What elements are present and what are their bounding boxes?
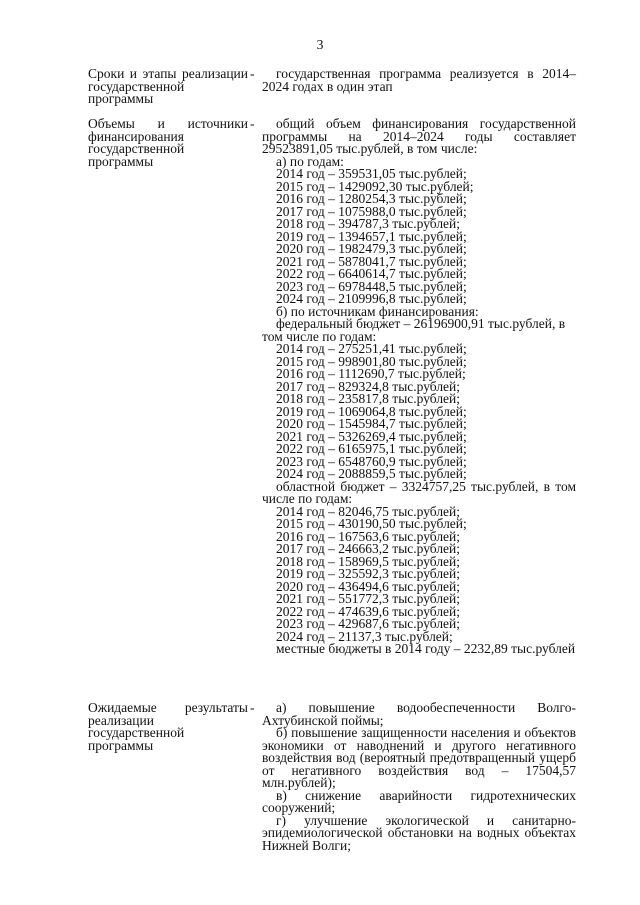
year-line: 2022 год – 474639,6 тыс.рублей; xyxy=(276,603,461,619)
section-content xyxy=(262,702,576,852)
year-line: 2018 год – 235817,8 тыс.рублей; xyxy=(276,391,461,406)
local-budget: местные бюджеты в 2014 году – 2232,89 тыс.рублей xyxy=(276,641,576,656)
results-list xyxy=(262,702,576,852)
section-content xyxy=(262,68,576,93)
year-line: 2017 год – 829324,8 тыс.рублей; xyxy=(276,378,461,394)
year-line: 2022 год – 6165975,1 тыс.рублей; xyxy=(276,441,467,456)
year-line: 2022 год – 6640614,7 тыс.рублей; xyxy=(276,266,467,281)
financing-intro: общий объем финансирования государственной программы на 2014–2024 годы составляет 29523891,05 тыс.рублей, в том числе: xyxy=(262,116,576,156)
year-line: 2019 год – 1394657,1 тыс.рублей; xyxy=(276,228,467,244)
federal-years-list xyxy=(262,343,576,481)
year-line: 2020 год – 436494,6 тыс.рублей; xyxy=(276,578,461,594)
section-content xyxy=(262,118,576,656)
regional-total: областной бюджет – 3324757,25 тыс.рублей, в том числе по годам: xyxy=(262,478,576,506)
year-line: 2017 год – 246663,2 тыс.рублей; xyxy=(276,541,461,556)
result-item: г) улучшение экологической и санитарно-эпидемиологической обстановки на водных объектах Нижней Волги; xyxy=(262,812,576,853)
year-line: 2016 год – 167563,6 тыс.рублей; xyxy=(276,528,461,544)
year-line: 2019 год – 1069064,8 тыс.рублей; xyxy=(276,403,467,419)
regional-years-list xyxy=(262,503,576,644)
timeline-text: государственная программа реализуется в 2014–2024 годах в один этап xyxy=(262,66,576,94)
section-dash: - xyxy=(250,700,255,715)
year-line: 2024 год – 2109996,8 тыс.рублей; xyxy=(276,291,467,306)
section-label: Объемы и источники финансирования государственной программы xyxy=(88,116,248,169)
year-line: 2020 год – 1982479,3 тыс.рублей; xyxy=(276,241,467,256)
year-line: 2020 год – 1545984,7 тыс.рублей; xyxy=(276,416,467,431)
year-line: 2021 год – 5878041,7 тыс.рублей; xyxy=(276,253,467,269)
year-line: 2017 год – 1075988,0 тыс.рублей; xyxy=(276,203,467,219)
year-line: 2021 год – 551772,3 тыс.рублей; xyxy=(276,591,461,606)
year-line: 2023 год – 6978448,5 тыс.рублей; xyxy=(276,278,467,294)
year-line: 2024 год – 21137,3 тыс.рублей; xyxy=(276,628,453,644)
year-line: 2016 год – 1280254,3 тыс.рублей; xyxy=(276,191,467,206)
result-item: в) снижение аварийности гидротехнических сооружений; xyxy=(262,787,576,815)
section-label: Ожидаемые результаты реализации государственной программы xyxy=(88,700,248,753)
by-years-list xyxy=(262,168,576,306)
by-years-heading: а) по годам: xyxy=(276,153,344,169)
year-line: 2015 год – 998901,80 тыс.рублей; xyxy=(276,353,467,369)
year-line: 2014 год – 82046,75 тыс.рублей; xyxy=(276,503,461,519)
year-line: 2018 год – 394787,3 тыс.рублей; xyxy=(276,216,461,231)
year-line: 2014 год – 359531,05 тыс.рублей; xyxy=(276,166,467,181)
year-line: 2018 год – 158969,5 тыс.рублей; xyxy=(276,553,461,569)
year-line: 2019 год – 325592,3 тыс.рублей; xyxy=(276,566,461,581)
year-line: 2014 год – 275251,41 тыс.рублей; xyxy=(276,341,467,356)
by-sources-heading: б) по источникам финансирования: xyxy=(276,303,479,319)
year-line: 2021 год – 5326269,4 тыс.рублей; xyxy=(276,428,467,444)
section-label: Сроки и этапы реализации государственной программы xyxy=(88,66,248,106)
year-line: 2023 год – 6548760,9 тыс.рублей; xyxy=(276,453,467,469)
year-line: 2015 год – 430190,50 тыс.рублей; xyxy=(276,516,467,531)
year-line: 2015 год – 1429092,30 тыс.рублей; xyxy=(276,178,474,194)
section-dash: - xyxy=(250,116,255,131)
year-line: 2024 год – 2088859,5 тыс.рублей; xyxy=(276,466,467,481)
page-number: 3 xyxy=(316,38,324,53)
year-line: 2023 год – 429687,6 тыс.рублей; xyxy=(276,616,461,631)
year-line: 2016 год – 1112690,7 тыс.рублей; xyxy=(276,366,466,381)
result-item: а) повышение водообеспеченности Волго-Ахтубинской поймы; xyxy=(262,700,576,728)
result-item: б) повышение защищенности населения и объектов экономики от наводнений и другого негативного воздействия вод (вероятный предотвращенный ущерб от негативного воздействия вод – 17504,57 млн.рублей); xyxy=(262,725,576,790)
section-dash: - xyxy=(250,66,255,81)
federal-total: федеральный бюджет – 26196900,91 тыс.рублей, в том числе по годам: xyxy=(262,316,566,344)
